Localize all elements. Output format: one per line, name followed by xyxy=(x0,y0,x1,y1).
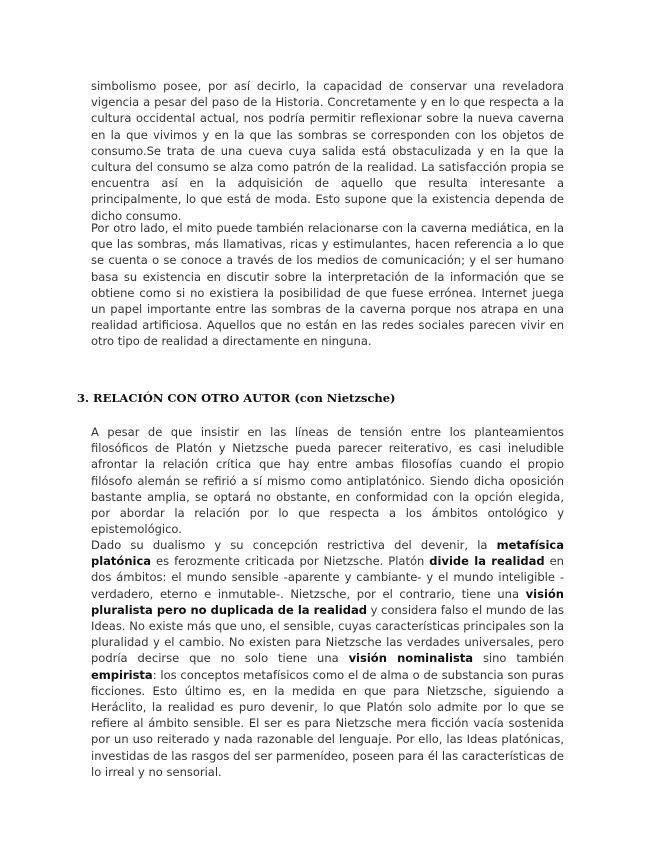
paragraph-platonic-metaphysics xyxy=(91,537,564,780)
bold-term-metafisica-platonica: metafísica platónica xyxy=(91,538,564,569)
bold-term-vision-nominalista: visión nominalista xyxy=(348,651,474,666)
section-heading: 3. RELACIÓN CON OTRO AUTOR (con Nietzsche) xyxy=(77,391,396,405)
paragraph-nietzsche-intro: A pesar de que insistir en las líneas de tensión entre los planteamientos filosóficos de Platón y Nietzsche pueda parecer reiterativo, es casi ineludible afrontar la relación crítica que hay entre ambas filosofías cuando el propio filósofo alemán se refirió a sí mismo como antiplatónico. Siendo dicha oposición bastante amplia, se optará no obstante, en conformidad con la opción elegida, por abordar la relación por lo que respecta a los ámbitos ontológico y epistemológico. xyxy=(91,425,564,537)
paragraph-consumer-cave: simbolismo posee, por así decirlo, la capacidad de conservar una reveladora vigencia a pesar del paso de la Historia. Concretamente y en lo que respecta a la cultura occidental actual, nos podría permitir reflexionar sobre la nueva caverna en la que vivimos y en la que las sombras se corresponden con los objetos de consumo.Se trata de una cueva cuya salida está obstaculizada y en la que la cultura del consumo se alza como patrón de la realidad. La satisfacción propia se encuentra así en la adquisición de aquello que resulta interesante a principalmente, lo que está de moda. Esto supone que la existencia dependa de dicho consumo. xyxy=(91,79,564,223)
text-run: sino también xyxy=(473,651,564,666)
bold-term-empirista: empirista xyxy=(91,667,153,682)
bold-term-vision-pluralista: visión pluralista pero no duplicada de la realidad xyxy=(91,586,564,617)
text-run: en dos ámbitos: el mundo sensible -aparente y cambiante- y el mundo inteligible -verdadero, eterno e inmutable-. Nietzsche, por el contrario, tiene una xyxy=(91,554,564,601)
text-run: y considera falso el mundo de las Ideas. No existe más que uno, el sensible, cuyas características principales son la pluralidad y el cambio. No existen para Nietzsche las verdades universales, pero podría decirse que no solo tiene una xyxy=(91,602,564,666)
text-run: Dado su dualismo y su concepción restrictiva del devenir, la xyxy=(91,538,497,552)
text-run: : los conceptos metafísicos como el de alma o de substancia son puras ficciones. Esto último es, en la medida en que para Nietzsche, siguiendo a Heráclito, la realidad es puro devenir, lo que Platón solo admite por lo que se refiere al ámbito sensible. El ser es para Nietzsche mera ficción vacía sostenida por un uso reiterado y nada razonable del lenguaje. Por ello, las Ideas platónicas, investidas de las rasgos del ser parmenídeo, poseen para él las características de lo irreal y no sensorial. xyxy=(91,667,564,779)
text-run: es ferozmente criticada por Nietzsche. Platón xyxy=(151,554,430,569)
paragraph-media-cave: Por otro lado, el mito puede también relacionarse con la caverna mediática, en la que las sombras, más llamativas, ricas y estimulantes, hacen referencia a lo que se cuenta o se conoce a través de los medios de comunicación; y el ser humano basa su existencia en discutir sobre la interpretación de la información que se obtiene como si no existiera la posibilidad de que fuese errónea. Internet juega un papel importante entre las sombras de la caverna porque nos atrapa en una realidad artificiosa. Aquellos que no están en las redes sociales parecen vivir en otro tipo de realidad a directamente en ninguna. xyxy=(91,221,564,349)
bold-term-divide-la-realidad: divide la realidad xyxy=(429,554,545,569)
